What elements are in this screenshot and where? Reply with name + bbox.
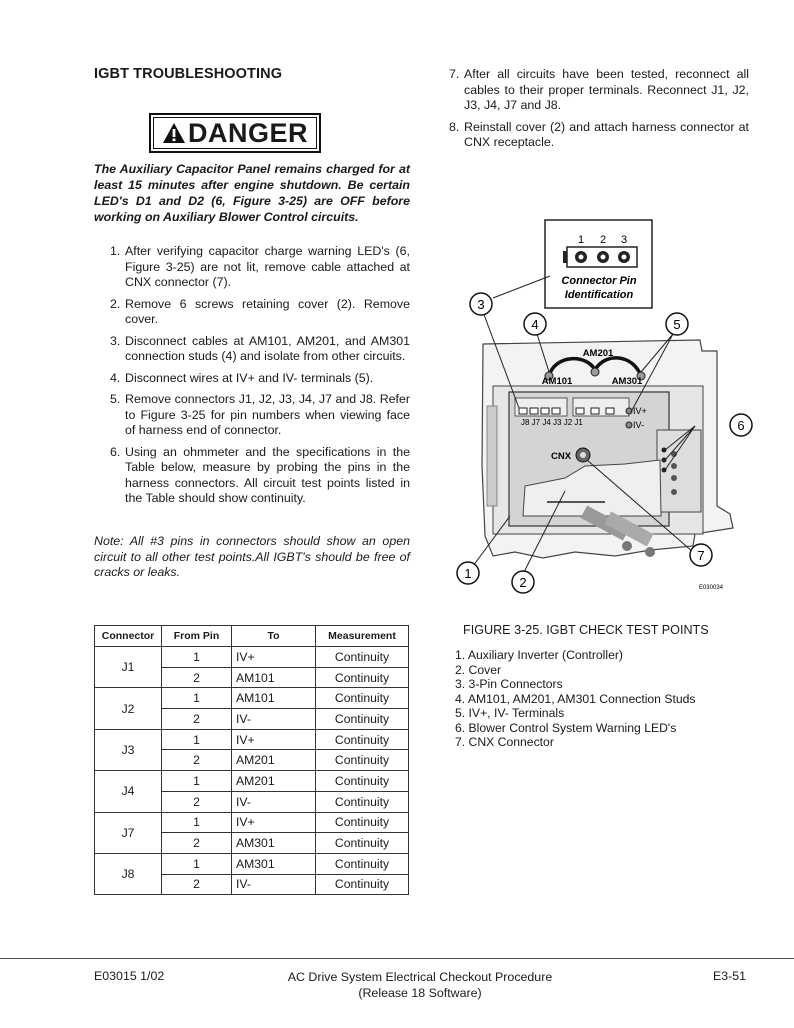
figure-code: E030034 <box>698 585 723 591</box>
iv-minus-label: IV- <box>633 420 645 430</box>
to-cell: IV- <box>232 709 316 730</box>
callout-2: 2 <box>519 575 527 590</box>
legend-item: 4. AM101, AM201, AM301 Connection Studs <box>455 691 696 706</box>
measurement-cell: Continuity <box>316 709 409 730</box>
step-item <box>110 334 410 365</box>
to-cell: IV+ <box>232 647 316 668</box>
warning-triangle-icon <box>162 122 186 144</box>
legend-item: 3. 3-Pin Connectors <box>455 677 563 691</box>
pin-id-label-line2: Identification <box>564 289 634 301</box>
from-pin-cell: 2 <box>162 833 232 854</box>
to-cell: AM301 <box>232 853 316 874</box>
pin-number-1: 1 <box>577 234 585 246</box>
pin-number-2: 2 <box>599 234 607 246</box>
connector-cell: J8 <box>95 853 162 894</box>
table-row <box>95 853 409 874</box>
to-cell: AM201 <box>232 750 316 771</box>
measurement-cell: Continuity <box>316 833 409 854</box>
footer-page-number: E3-51 <box>713 969 747 983</box>
footer-divider <box>0 958 794 959</box>
step-number: 4. <box>110 370 121 385</box>
callout-5: 5 <box>673 317 681 332</box>
step-item <box>449 120 749 151</box>
section-title: IGBT TROUBLESHOOTING <box>94 66 283 82</box>
cnx-connector <box>551 448 590 462</box>
danger-warning-text: The Auxiliary Capacitor Panel remains charged for at least 15 minutes after engine shutdown. Be certain LED's D1 and D2 (6, Figure 3-25) are OFF before working on Auxiliary Blower Control circuits. <box>94 162 410 224</box>
stud-label-am301: AM301 <box>611 376 643 387</box>
from-pin-cell: 1 <box>162 853 232 874</box>
callout-1: 1 <box>464 566 472 581</box>
col-header-to: To <box>232 626 316 647</box>
iv-plus-label: IV+ <box>633 406 647 416</box>
to-cell: AM301 <box>232 833 316 854</box>
step-text: After verifying capacitor charge warning LED's (6, Figure 3-25) are not lit, remove cable attached at CNX connector (7). <box>125 244 410 289</box>
step-text: After all circuits have been tested, reconnect all cables to their proper terminals. Reconnect J1, J2, J3, J4, J7 and J8. <box>464 67 749 112</box>
connector-labels: J8 J7 J4 J3 J2 J1 <box>521 418 583 427</box>
legend-item: 1. Auxiliary Inverter (Controller) <box>455 648 623 662</box>
from-pin-cell: 1 <box>162 688 232 709</box>
from-pin-cell: 2 <box>162 750 232 771</box>
step-text: Remove 6 screws retaining cover (2). Remove cover. <box>125 296 410 326</box>
connector-cell: J2 <box>95 688 162 729</box>
table-row <box>95 771 409 792</box>
connector-cell: J4 <box>95 771 162 812</box>
footer-title <box>230 969 610 1001</box>
legend-item: 2. Cover <box>455 662 502 677</box>
step-item <box>110 371 410 387</box>
connector-cell: J1 <box>95 647 162 688</box>
step-item <box>110 445 410 507</box>
callout-6: 6 <box>737 418 745 433</box>
to-cell: IV- <box>232 874 316 895</box>
table-header-row <box>95 626 409 647</box>
callout-4: 4 <box>531 317 539 332</box>
from-pin-cell: 1 <box>162 729 232 750</box>
step-text: Disconnect wires at IV+ and IV- terminals (5). <box>125 370 374 385</box>
to-cell: IV+ <box>232 729 316 750</box>
from-pin-cell: 2 <box>162 791 232 812</box>
measurement-cell: Continuity <box>316 667 409 688</box>
procedure-steps-left <box>110 244 410 513</box>
connector-pin-inset <box>545 220 652 308</box>
table-row <box>95 647 409 668</box>
step-text: Using an ohmmeter and the specifications in the Table below, measure by probing the pins in the harness connectors. All circuit test points listed in the Table should show continuity. <box>125 444 410 505</box>
to-cell: IV+ <box>232 812 316 833</box>
pin-id-label-line1: Connector Pin <box>561 275 637 287</box>
pin-number-3: 3 <box>620 234 628 246</box>
step-number: 3. <box>110 333 121 348</box>
col-header-connector: Connector <box>95 626 162 647</box>
figure-legend <box>455 648 696 750</box>
stud-label-am101: AM101 <box>541 376 573 387</box>
step-item <box>110 297 410 328</box>
step-number: 1. <box>110 244 121 258</box>
callout-3: 3 <box>477 297 485 312</box>
note-text: Note: All #3 pins in connectors should show an open circuit to all other test points.All IGBT's should be free of cracks or leaks. <box>94 534 410 579</box>
from-pin-cell: 1 <box>162 812 232 833</box>
continuity-spec-table <box>94 625 409 895</box>
legend-item: 6. Blower Control System Warning LED's <box>455 720 677 735</box>
stud-label-am201: AM201 <box>582 348 614 359</box>
from-pin-cell: 2 <box>162 874 232 895</box>
measurement-cell: Continuity <box>316 874 409 895</box>
measurement-cell: Continuity <box>316 647 409 668</box>
step-number: 8. <box>449 119 460 134</box>
step-text: Reinstall cover (2) and attach harness connector at CNX receptacle. <box>464 119 749 149</box>
to-cell: IV- <box>232 791 316 812</box>
connector-cell: J7 <box>95 812 162 853</box>
measurement-cell: Continuity <box>316 688 409 709</box>
measurement-cell: Continuity <box>316 791 409 812</box>
step-item <box>110 244 410 291</box>
table-row <box>95 688 409 709</box>
to-cell: AM201 <box>232 771 316 792</box>
legend-item: 7. CNX Connector <box>455 735 554 749</box>
danger-label: DANGER <box>187 117 308 148</box>
measurement-cell: Continuity <box>316 853 409 874</box>
legend-item: 5. IV+, IV- Terminals <box>455 706 565 720</box>
to-cell: AM101 <box>232 667 316 688</box>
from-pin-cell: 1 <box>162 771 232 792</box>
from-pin-cell: 1 <box>162 647 232 668</box>
from-pin-cell: 2 <box>162 709 232 730</box>
step-text: Remove connectors J1, J2, J3, J4, J7 and J8. Refer to Figure 3-25 for pin numbers when viewing face of harness end of connector. <box>125 392 410 437</box>
step-number: 6. <box>110 444 121 459</box>
step-item <box>449 67 749 114</box>
step-number: 2. <box>110 296 121 311</box>
col-header-measurement: Measurement <box>316 626 409 647</box>
step-number: 5. <box>110 392 121 406</box>
step-item <box>110 392 410 439</box>
measurement-cell: Continuity <box>316 771 409 792</box>
measurement-cell: Continuity <box>316 750 409 771</box>
figure-caption: FIGURE 3-25. IGBT CHECK TEST POINTS <box>463 623 709 637</box>
callout-7: 7 <box>697 548 705 563</box>
procedure-steps-right <box>449 67 749 157</box>
footer-doc-id: E03015 1/02 <box>94 969 165 983</box>
table-row <box>95 729 409 750</box>
step-number: 7. <box>449 67 460 81</box>
measurement-cell: Continuity <box>316 812 409 833</box>
table-row <box>95 812 409 833</box>
cnx-label: CNX <box>551 451 572 462</box>
col-header-from-pin: From Pin <box>162 626 232 647</box>
igbt-check-test-points-figure <box>455 216 755 596</box>
footer-title-line2: (Release 18 Software) <box>358 986 482 1000</box>
connector-cell: J3 <box>95 729 162 770</box>
from-pin-cell: 2 <box>162 667 232 688</box>
inverter-chassis <box>482 340 733 558</box>
step-text: Disconnect cables at AM101, AM201, and AM301 connection studs (4) and isolate from other circuits. <box>125 333 410 363</box>
footer-title-line1: AC Drive System Electrical Checkout Procedure <box>287 970 553 984</box>
to-cell: AM101 <box>232 688 316 709</box>
danger-sign <box>149 113 321 153</box>
measurement-cell: Continuity <box>316 729 409 750</box>
